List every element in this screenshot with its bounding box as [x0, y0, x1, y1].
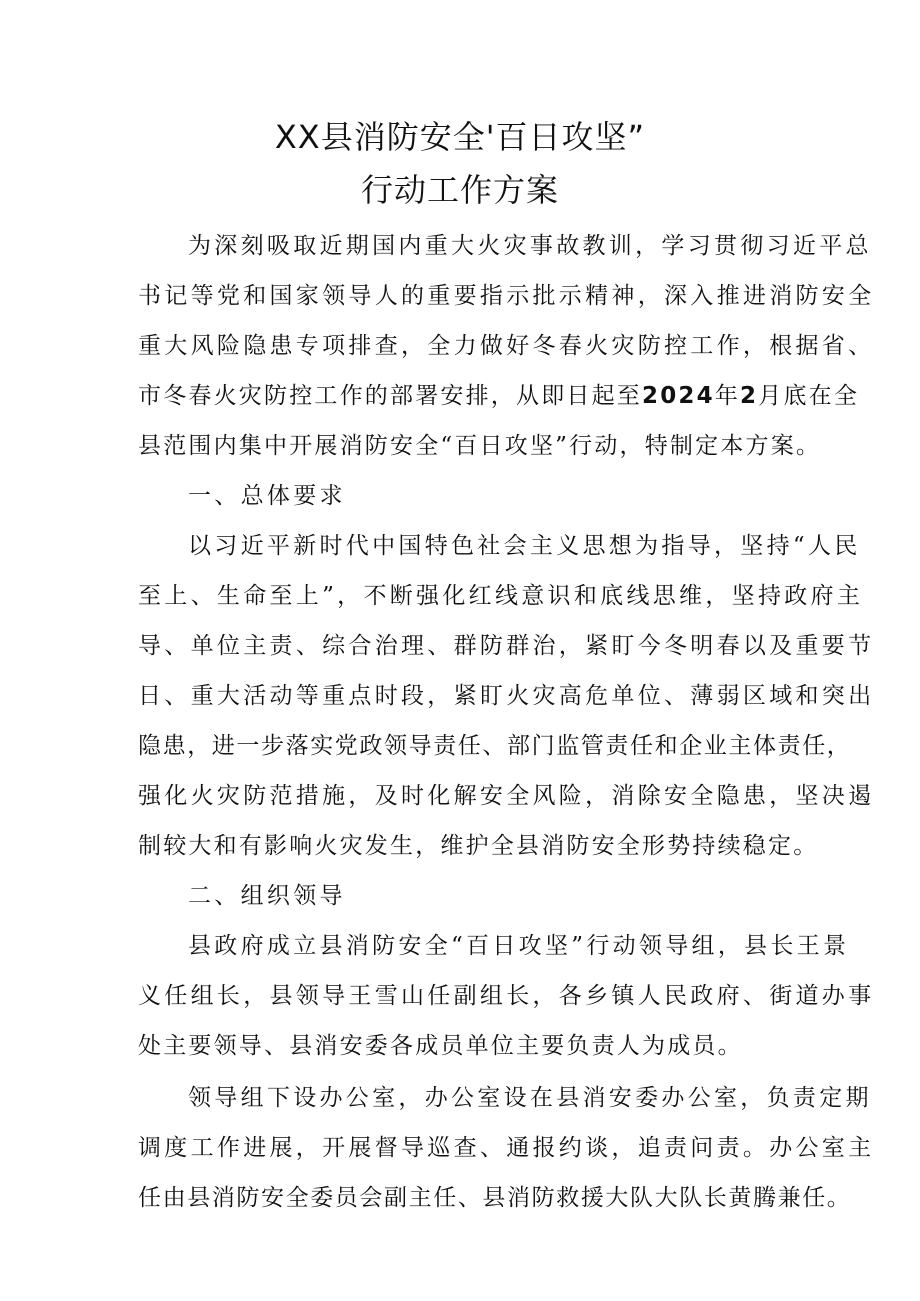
document-title-line-1: XX县消防安全'百日攻坚”: [274, 118, 646, 156]
paragraph-2-line-3: 导、单位主责、综合治理、群防群治，紧盯今冬明春以及重要节: [138, 633, 875, 659]
paragraph-2-line-2: 至上、生命至上”，不断强化红线意识和底线思维，坚持政府主: [138, 583, 864, 609]
paragraph-2-line-6: 强化火灾防范措施，及时化解安全风险，消除安全隐患，坚决遏: [138, 783, 875, 809]
paragraph-1-line-1: 为深刻吸取近期国内重大火灾事故教训，学习贯彻习近平总: [188, 233, 872, 259]
paragraph-1-line-3: 重大风险隐患专项排查，全力做好冬春火灾防控工作，根据省、: [138, 333, 875, 359]
paragraph-2-line-5: 隐患，进一步落实党政领导责任、部门监管责任和企业主体责任，: [138, 733, 852, 759]
section-heading-2: 二、组织领导: [188, 883, 346, 909]
paragraph-1-line-4: [138, 378, 860, 414]
paragraph-1-line-4-part-b: 年: [714, 383, 741, 409]
paragraph-1-line-2: 书记等党和国家领导人的重要指示批示精神，深入推进消防安全: [138, 283, 875, 309]
section-heading-1: 一、总体要求: [188, 483, 346, 509]
paragraph-2-line-4: 日、重大活动等重点时段，紧盯火灾高危单位、薄弱区域和突出: [138, 683, 875, 709]
paragraph-1-line-5: 县范围内集中开展消防安全“百日攻坚”行动，特制定本方案。: [138, 433, 822, 459]
paragraph-4-line-2: 调度工作进展，开展督导巡查、通报约谈，追责问责。办公室主: [138, 1135, 875, 1161]
month-value: 2: [740, 383, 759, 409]
paragraph-1-line-4-part-c: 月底在全: [758, 383, 860, 409]
paragraph-1-line-4-part-a: 市冬春火灾防控工作的部署安排，从即日起至: [138, 383, 642, 409]
year-value: 2024: [642, 383, 715, 409]
paragraph-4-line-3: 任由县消防安全委员会副主任、县消防救援大队大队长黄腾兼任。: [138, 1185, 852, 1211]
paragraph-2-line-7: 制较大和有影响火灾发生，维护全县消防安全形势持续稳定。: [138, 833, 819, 859]
paragraph-3-line-2: 义任组长，县领导王雪山任副组长，各乡镇人民政府、街道办事: [138, 983, 875, 1009]
document-title-line-2: 行动工作方案: [360, 171, 559, 209]
paragraph-3-line-3: 处主要领导、县消安委各成员单位主要负责人为成员。: [138, 1033, 743, 1059]
paragraph-4-line-1: 领导组下设办公室，办公室设在县消安委办公室，负责定期: [188, 1085, 872, 1111]
paragraph-3-line-1: 县政府成立县消防安全“百日攻坚”行动领导组，县长王景: [188, 933, 850, 959]
paragraph-2-line-1: 以习近平新时代中国特色社会主义思想为指导，坚持“人民: [188, 533, 861, 559]
